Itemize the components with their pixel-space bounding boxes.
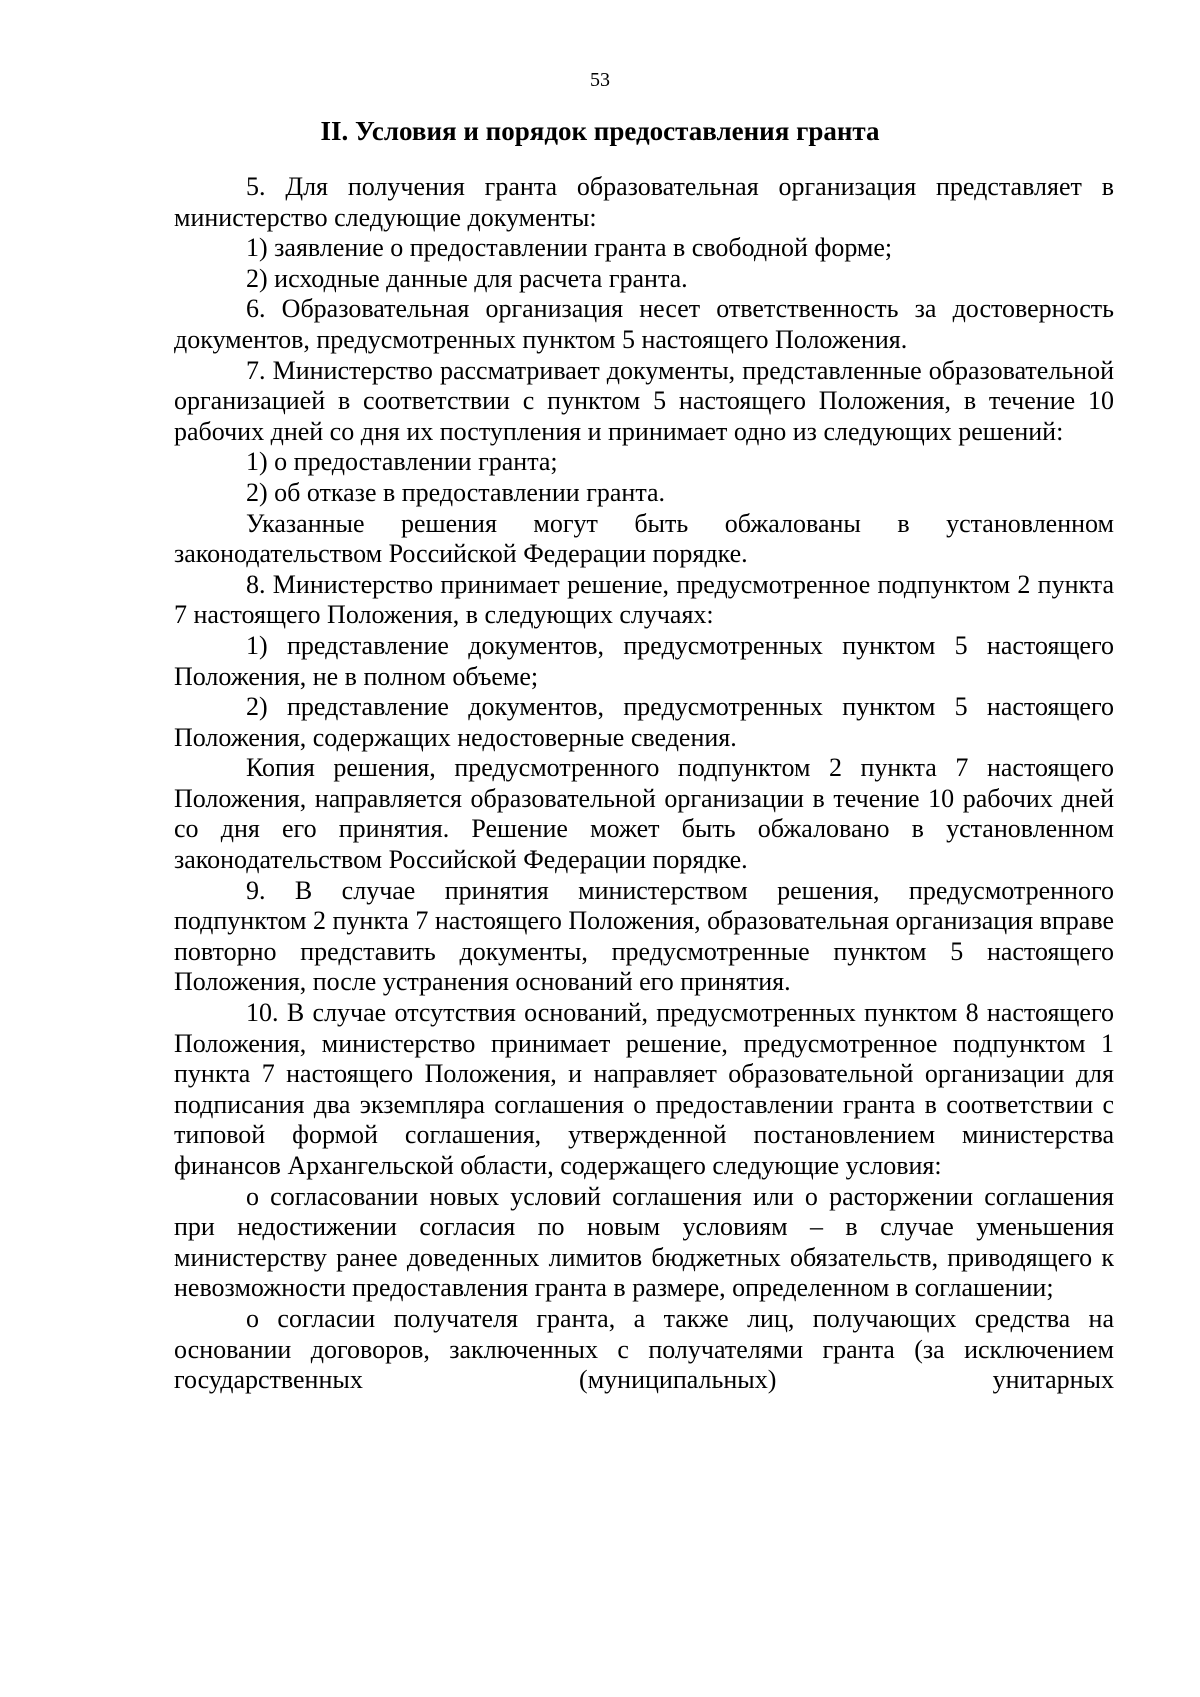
paragraph: 1) представление документов, предусмотренных пунктом 5 настоящего Положения, не в полном объеме; [174,630,1114,691]
paragraph: 6. Образовательная организация несет ответственность за достоверность документов, предусмотренных пунктом 5 настоящего Положения. [174,294,1114,354]
paragraph: 5. Для получения гранта образовательная организация представляет в министерство следующие документы: [174,172,1114,232]
paragraph: Копия решения, предусмотренного подпунктом 2 пункта 7 настоящего Положения, направляется образовательной организации в течение 10 рабочих дней со дня его принятия. Решение может быть обжаловано в установленном законодательством Российской Федерации порядке. [174,753,1114,875]
paragraph: 1) заявление о предоставлении гранта в свободной форме; [246,233,893,263]
paragraph: 1) о предоставлении гранта; [246,447,558,477]
document-body [174,172,1114,1396]
paragraph: 8. Министерство принимает решение, предусмотренное подпунктом 2 пункта 7 настоящего Положения, в следующих случаях: [174,569,1114,630]
paragraph: Указанные решения могут быть обжалованы в установленном законодательством Российской Федерации порядке. [174,508,1114,569]
paragraph: 10. В случае отсутствия оснований, предусмотренных пунктом 8 настоящего Положения, министерство принимает решение, предусмотренное подпунктом 1 пункта 7 настоящего Положения, и направляет образовательной организации для подписания два экземпляра соглашения о предоставлении гранта в соответствии с типовой формой соглашения, утвержденной постановлением министерства финансов Архангельской области, содержащего следующие условия: [174,998,1114,1180]
paragraph: о согласии получателя гранта, а также лиц, получающих средства на основании договоров, заключенных с получателями гранта (за исключением государственных (муниципальных) унитарных [174,1303,1114,1395]
paragraph: 9. В случае принятия министерством решения, предусмотренного подпунктом 2 пункта 7 настоящего Положения, образовательная организация вправе повторно представить документы, предусмотренные пунктом 5 настоящего Положения, после устранения оснований его принятия. [174,875,1114,997]
section-title: II. Условия и порядок предоставления гранта [320,116,880,146]
paragraph: 2) представление документов, предусмотренных пунктом 5 настоящего Положения, содержащих недостоверные сведения. [174,692,1114,752]
page-number: 53 [590,69,610,91]
paragraph: 7. Министерство рассматривает документы, представленные образовательной организацией в соответствии с пунктом 5 настоящего Положения, в течение 10 рабочих дней со дня их поступления и принимает одно из следующих решений: [174,355,1114,446]
paragraph: 2) исходные данные для расчета гранта. [246,263,688,293]
paragraph: о согласовании новых условий соглашения или о расторжении соглашения при недостижении согласия по новым условиям – в случае уменьшения министерству ранее доведенных лимитов бюджетных обязательств, приводящего к невозможности предоставления гранта в размере, определенном в соглашении; [174,1181,1114,1303]
paragraph: 2) об отказе в предоставлении гранта. [246,477,666,507]
